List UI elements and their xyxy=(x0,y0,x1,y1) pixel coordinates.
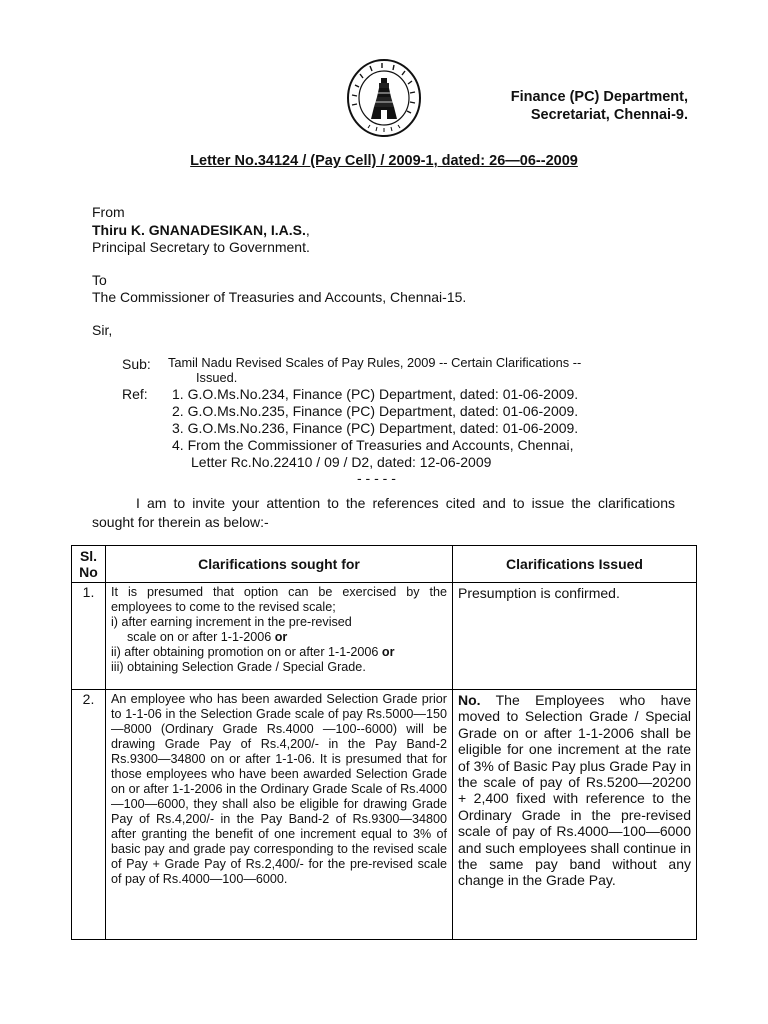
sought-option-i: i) after earning increment in the pre-revised xyxy=(111,615,352,629)
letter-number: Letter No.34124 / (Pay Cell) / 2009-1, dated: 26—06--2009 xyxy=(190,153,578,169)
table-row xyxy=(72,583,697,690)
sender-name-line xyxy=(92,222,310,239)
header-clarifications-sought: Clarifications sought for xyxy=(106,546,453,583)
reference-item: Letter Rc.No.22410 / 09 / D2, dated: 12-06-2009 xyxy=(191,454,492,470)
table-header-row xyxy=(72,546,697,583)
from-label: From xyxy=(92,204,125,220)
sought-option-i-cont xyxy=(111,630,447,645)
subject-line-2: Issued. xyxy=(196,370,238,385)
sender-name-suffix: , xyxy=(305,222,310,238)
subject-line-1: Tamil Nadu Revised Scales of Pay Rules, 2009 -- Certain Clarifications -- xyxy=(168,355,582,370)
or-keyword: or xyxy=(381,645,395,659)
clarifications-table xyxy=(71,545,697,940)
reference-item: 1. G.O.Ms.No.234, Finance (PC) Department, dated: 01-06-2009. xyxy=(172,386,579,402)
or-keyword: or xyxy=(274,630,288,644)
header-clarifications-issued: Clarifications Issued xyxy=(453,546,697,583)
subject-label: Sub: xyxy=(122,356,151,372)
sought-main-text: It is presumed that option can be exercised by the employees to come to the revised scale; xyxy=(111,585,447,614)
reference-item: 3. G.O.Ms.No.236, Finance (PC) Department, dated: 01-06-2009. xyxy=(172,420,579,436)
government-emblem-seal xyxy=(338,57,430,139)
clarification-issued-cell: Presumption is confirmed. xyxy=(453,583,697,690)
sought-option-iii: iii) obtaining Selection Grade / Special Grade. xyxy=(111,660,366,674)
reference-item: 2. G.O.Ms.No.235, Finance (PC) Department, dated: 01-06-2009. xyxy=(172,403,579,419)
intro-paragraph: I am to invite your attention to the references cited and to issue the clarifications sought for therein as below:- xyxy=(92,495,675,530)
row-serial-no: 1. xyxy=(72,583,106,690)
issued-answer-text: The Employees who have moved to Selection Grade / Special Grade on or after 1-1-2006 shall be eligible for one increment at the rate of 3% of Basic Pay plus Grade Pay in the scale of pay of Rs.5200—20200 + 2,400 fixed with reference to the Ordinary Grade in the pre-revised scale of pay of Rs.4000—100—6000 and such employees shall continue in the same pay band without any change in the Grade Pay. xyxy=(458,692,691,889)
sender-name: Thiru K. GNANADESIKAN, I.A.S. xyxy=(92,222,306,238)
reference-item: 4. From the Commissioner of Treasuries and Accounts, Chennai, xyxy=(172,437,574,453)
clarification-sought-cell xyxy=(106,583,453,690)
table-row xyxy=(72,690,697,940)
recipient: The Commissioner of Treasuries and Accounts, Chennai-15. xyxy=(92,289,467,305)
sought-option-ii-text: ii) after obtaining promotion on or after 1-1-2006 xyxy=(111,645,382,659)
clarification-issued-cell xyxy=(453,690,697,940)
reference-separator: - - - - - xyxy=(357,470,396,486)
clarification-sought-cell: An employee who has been awarded Selection Grade prior to 1-1-06 in the Selection Grade scale of pay Rs.5000—150—8000 (Ordinary Grade Rs.4000 —100--6000) will be drawing Grade Pay of Rs.4,200/- in the Pay Band-2 Rs.9300—34800 on or after 1-1-06. It is presumed that for those employees who have been awarded Selection Grade on or after 1-1-2006 in the Ordinary Grade Scale of Rs.4000—100—6000, they shall also be eligible for drawing Grade Pay of Rs.4,200/- in the Pay Band-2 of Rs.9300—34800 after granting the benefit of one increment equal to 3% of basic pay and grade pay corresponding to the revised scale of Pay + Grade Pay of Rs.2,400/- for the pre-revised scale of pay of Rs.4000—100—6000. xyxy=(106,690,453,940)
row-serial-no: 2. xyxy=(72,690,106,940)
department-address: Secretariat, Chennai-9. xyxy=(530,107,688,123)
issued-answer-no: No. xyxy=(458,692,481,708)
sought-option-ii xyxy=(111,645,395,659)
department-name: Finance (PC) Department, xyxy=(510,89,688,105)
sender-designation: Principal Secretary to Government. xyxy=(92,239,310,255)
sought-option-i-text: scale on or after 1-1-2006 xyxy=(127,630,275,644)
reference-label: Ref: xyxy=(122,386,148,402)
to-label: To xyxy=(92,272,107,288)
salutation: Sir, xyxy=(92,322,113,338)
header-serial-no: Sl. No xyxy=(72,546,106,583)
